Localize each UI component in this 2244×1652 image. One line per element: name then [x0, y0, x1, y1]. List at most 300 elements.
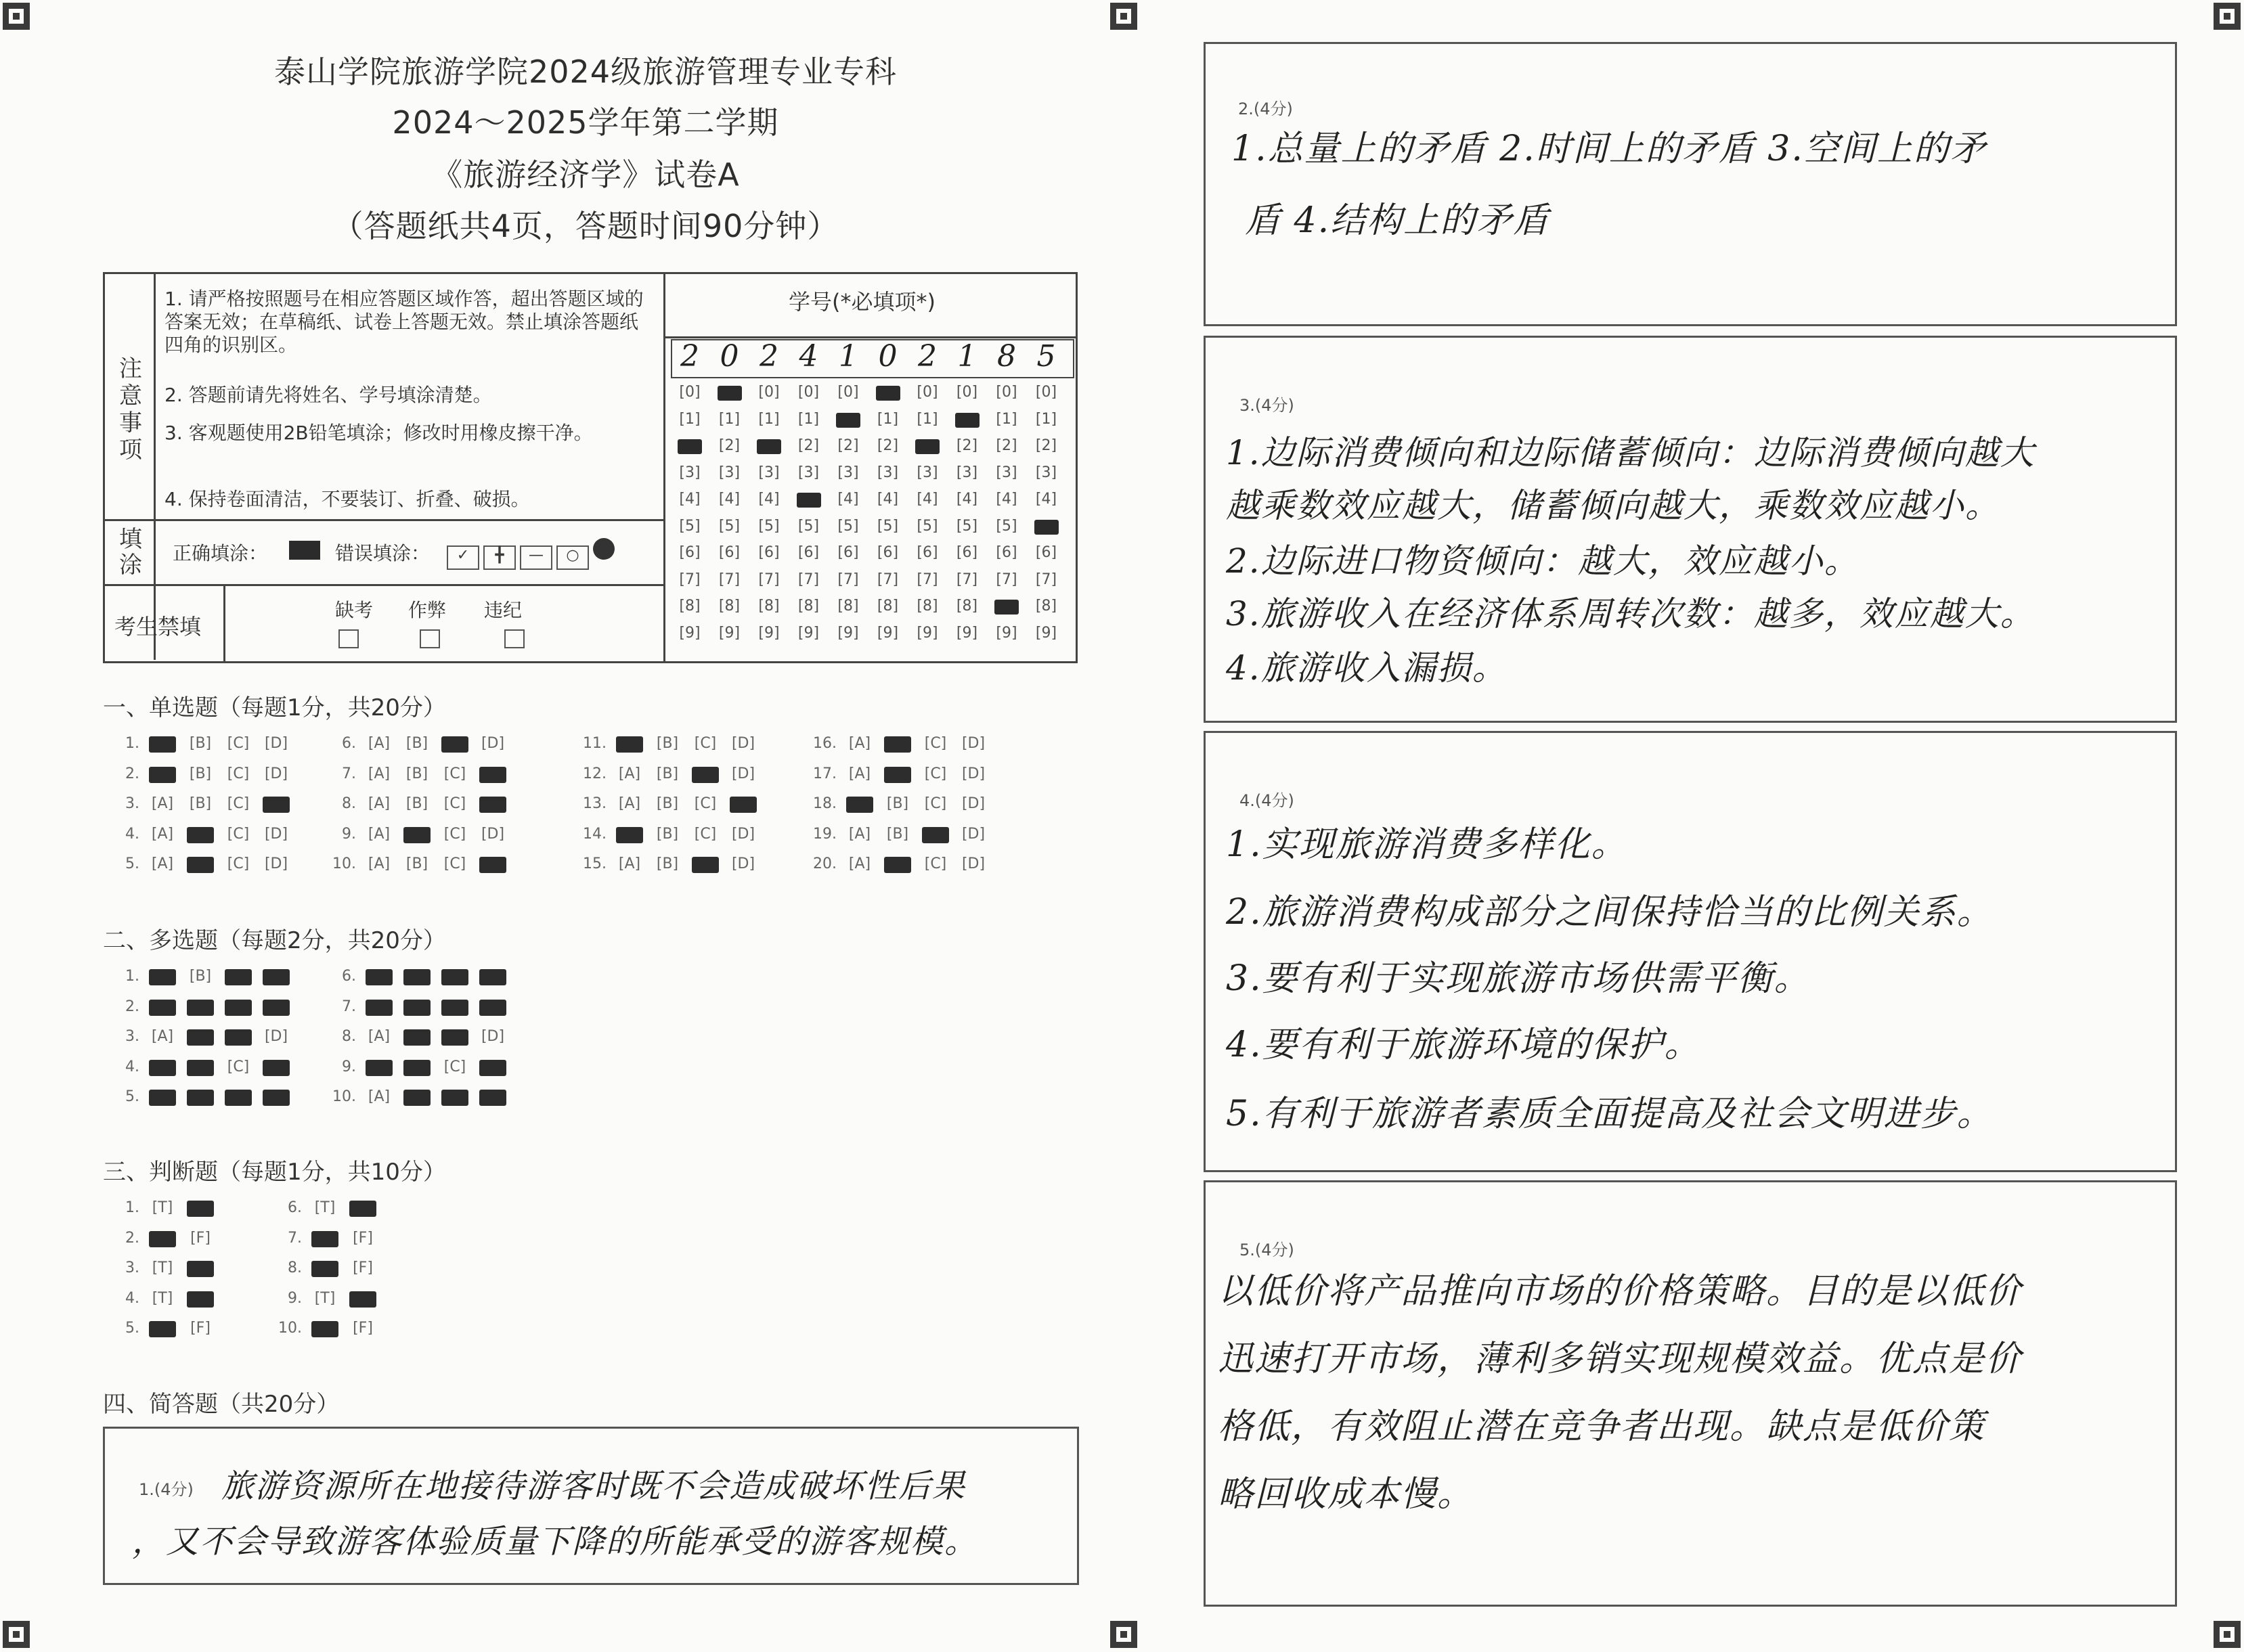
student-id-bubble[interactable]: [7] — [718, 571, 741, 588]
question-number: 8. — [342, 1028, 356, 1045]
notice-item-3: 3. 客观题使用2B铅笔填涂；修改时用橡皮擦干净。 — [164, 422, 593, 444]
answer-bubble[interactable] — [879, 735, 917, 752]
answer-bubble[interactable]: [C] — [443, 825, 466, 843]
student-id-bubble[interactable]: [8] — [797, 598, 820, 615]
student-id-bubble[interactable]: [0] — [996, 384, 1017, 401]
answer-bubble[interactable] — [344, 1290, 382, 1307]
question-number: 6. — [342, 735, 356, 752]
answer-bubble[interactable] — [474, 998, 512, 1015]
student-id-bubble[interactable]: [2] — [877, 437, 899, 454]
student-id-bubble[interactable]: [3] — [877, 464, 899, 481]
answer-bubble[interactable] — [474, 1058, 512, 1075]
answer-bubble[interactable]: [B] — [189, 735, 212, 752]
answer-bubble[interactable] — [144, 765, 181, 782]
answer-bubble[interactable]: [C] — [227, 855, 250, 872]
answer-bubble[interactable]: [D] — [481, 1028, 505, 1045]
answer-bubble[interactable] — [219, 1028, 257, 1045]
answer-bubble[interactable] — [306, 1320, 344, 1337]
answer-bubble[interactable] — [181, 1058, 219, 1075]
student-id-bubble[interactable]: [6] — [679, 544, 701, 561]
student-id-bubble[interactable]: [3] — [996, 464, 1017, 481]
student-id-bubble[interactable]: [2] — [718, 437, 741, 454]
student-id-bubble[interactable]: [0] — [1035, 384, 1057, 401]
question-number: 5. — [125, 1088, 139, 1105]
student-id-bubble[interactable] — [990, 598, 1023, 615]
answer-bubble[interactable] — [686, 855, 724, 872]
answer-box-q4[interactable] — [1204, 731, 2177, 1172]
student-id-bubble[interactable]: [8] — [758, 598, 780, 615]
student-id-bubble[interactable]: [6] — [758, 544, 780, 561]
student-id-bubble[interactable]: [1] — [877, 410, 899, 428]
student-id-bubble[interactable]: [3] — [718, 464, 741, 481]
answer-bubble[interactable] — [219, 998, 257, 1015]
answer-bubble[interactable]: [B] — [886, 825, 909, 843]
student-id-digit: 4 — [799, 339, 818, 374]
question-row — [806, 765, 992, 782]
question-row — [271, 1290, 382, 1307]
student-id-bubble[interactable]: [6] — [1035, 544, 1057, 561]
answer-bubble[interactable]: [B] — [405, 855, 428, 872]
answer-bubble[interactable] — [917, 826, 954, 843]
correct-fill-sample — [289, 541, 320, 560]
answer-bubble[interactable]: [C] — [443, 1058, 466, 1075]
notice-item-1: 1. 请严格按照题号在相应答题区域作答，超出答题区域的答案无效；在草稿纸、试卷上答题无效。禁止填涂答题纸四角的识别区。 — [164, 288, 644, 356]
student-id-bubble[interactable]: [9] — [1035, 624, 1057, 642]
question-row — [806, 826, 992, 843]
question-number: 1. — [125, 1199, 139, 1216]
student-id-bubble[interactable]: [4] — [758, 491, 780, 508]
cheat-checkbox[interactable] — [420, 629, 440, 648]
student-id-bubble[interactable]: [3] — [679, 464, 701, 481]
question-row — [108, 1199, 219, 1216]
student-id-bubble[interactable]: [0] — [837, 384, 859, 401]
question-row — [575, 795, 762, 812]
answer-bubble[interactable]: [A] — [368, 825, 391, 843]
student-id-digit: 2 — [918, 339, 937, 374]
answer-bubble[interactable]: [B] — [656, 825, 679, 843]
student-id-bubble[interactable]: [9] — [718, 624, 741, 642]
student-id-bubble[interactable]: [7] — [837, 571, 859, 588]
answer-bubble[interactable] — [257, 968, 295, 985]
student-id-bubble[interactable]: [9] — [956, 624, 978, 642]
answer-bubble[interactable] — [436, 998, 474, 1015]
student-id-bubble[interactable]: [2] — [1035, 437, 1057, 454]
student-id-bubble[interactable]: [0] — [956, 384, 978, 401]
student-id-bubble[interactable]: [7] — [797, 571, 820, 588]
answer-bubble[interactable] — [257, 998, 295, 1015]
student-id-bubble[interactable] — [793, 491, 825, 508]
answer-bubble[interactable]: [D] — [961, 825, 986, 843]
answer-bubble[interactable] — [181, 998, 219, 1015]
question-number: 5. — [125, 1320, 139, 1337]
student-id-bubble[interactable]: [4] — [837, 491, 859, 508]
student-id-bubble[interactable]: [8] — [718, 598, 741, 615]
student-id-bubble[interactable] — [713, 384, 746, 401]
answer-bubble[interactable] — [474, 795, 512, 812]
answer-bubble[interactable] — [181, 826, 219, 843]
student-id-bubble[interactable]: [4] — [917, 491, 938, 508]
q3-label: 3.(4分) — [1239, 396, 1294, 415]
answer-bubble[interactable]: [F] — [190, 1229, 211, 1247]
question-row — [325, 855, 512, 872]
answer-bubble[interactable]: [B] — [656, 735, 679, 752]
student-id-bubble[interactable] — [911, 437, 944, 454]
answer-bubble[interactable] — [686, 765, 724, 782]
student-id-bubble[interactable]: [6] — [956, 544, 978, 561]
student-id-bubble[interactable]: [1] — [679, 410, 701, 428]
answer-bubble[interactable]: [D] — [731, 765, 755, 782]
student-id-bubble[interactable]: [6] — [996, 544, 1017, 561]
answer-bubble[interactable] — [436, 735, 474, 752]
answer-bubble[interactable] — [474, 855, 512, 872]
question-number: 19. — [813, 825, 837, 843]
question-number: 16. — [813, 735, 837, 752]
answer-bubble[interactable]: [B] — [405, 795, 428, 812]
student-id-bubble[interactable]: [5] — [917, 517, 938, 535]
answer-bubble[interactable]: [D] — [731, 825, 755, 843]
answer-bubble[interactable] — [257, 1088, 295, 1105]
question-row — [325, 968, 512, 985]
student-id-bubble[interactable]: [8] — [837, 598, 859, 615]
answer-bubble[interactable]: [D] — [481, 825, 505, 843]
answer-bubble[interactable] — [398, 968, 436, 985]
student-id-bubble[interactable]: [7] — [917, 571, 938, 588]
answer-bubble[interactable] — [181, 1088, 219, 1105]
student-id-bubble[interactable]: [8] — [877, 598, 899, 615]
question-row — [108, 1259, 219, 1276]
section1-title: 一、单选题（每题1分，共20分） — [103, 694, 446, 721]
question-number: 12. — [583, 765, 607, 782]
answer-box-q5[interactable] — [1204, 1180, 2177, 1607]
answer-bubble[interactable]: [A] — [151, 825, 174, 843]
student-id-bubble[interactable]: [1] — [758, 410, 780, 428]
answer-bubble[interactable]: [A] — [368, 1028, 391, 1045]
answer-bubble[interactable] — [398, 1058, 436, 1075]
student-id-bubble[interactable]: [5] — [758, 517, 780, 535]
answer-bubble[interactable]: [B] — [886, 795, 909, 812]
student-id-bubble[interactable]: [6] — [877, 544, 899, 561]
answer-bubble[interactable] — [306, 1230, 344, 1247]
student-id-bubble[interactable]: [1] — [1035, 410, 1057, 428]
answer-bubble[interactable]: [C] — [227, 825, 250, 843]
answer-bubble[interactable]: [T] — [152, 1199, 173, 1216]
answer-bubble[interactable] — [144, 1058, 181, 1075]
student-id-digit: 5 — [1036, 339, 1056, 374]
answer-bubble[interactable]: [C] — [924, 855, 947, 872]
answer-bubble[interactable]: [A] — [618, 795, 641, 812]
answer-bubble[interactable]: [C] — [227, 795, 250, 812]
answer-bubble[interactable]: [A] — [151, 1028, 174, 1045]
answer-bubble[interactable]: [T] — [314, 1199, 336, 1216]
answer-bubble[interactable]: [C] — [227, 1058, 250, 1075]
q3-answer-line-5: 4.旅游收入漏损。 — [1226, 648, 1508, 688]
answer-bubble[interactable] — [724, 795, 762, 812]
q1-label: 1.(4分) — [139, 1480, 194, 1499]
answer-bubble[interactable]: [A] — [618, 855, 641, 872]
corner-mark-top-right — [2214, 3, 2241, 30]
answer-bubble[interactable]: [C] — [924, 765, 947, 782]
answer-bubble[interactable]: [B] — [189, 765, 212, 782]
exam-title-line4: （答题纸共4页，答题时间90分钟） — [332, 208, 839, 244]
answer-bubble[interactable] — [360, 1058, 398, 1075]
answer-bubble[interactable]: [A] — [151, 795, 174, 812]
answer-bubble[interactable]: [C] — [694, 825, 717, 843]
student-id-bubble[interactable]: [6] — [917, 544, 938, 561]
question-number: 3. — [125, 795, 139, 812]
student-id-bubble[interactable]: [9] — [996, 624, 1017, 642]
answer-bubble[interactable]: [D] — [731, 855, 755, 872]
q5-answer-line-2: 迅速打开市场，薄利多销实现规模效益。优点是价 — [1218, 1339, 2023, 1379]
student-id-bubble[interactable]: [7] — [679, 571, 701, 588]
student-id-bubble[interactable]: [2] — [797, 437, 820, 454]
question-row — [108, 1028, 295, 1045]
answer-bubble[interactable]: [A] — [848, 825, 871, 843]
student-id-bubble[interactable]: [1] — [718, 410, 741, 428]
student-id-bubble[interactable]: [1] — [797, 410, 820, 428]
corner-mark-top-left — [3, 3, 30, 30]
violation-checkbox[interactable] — [504, 629, 525, 648]
answer-bubble[interactable] — [611, 826, 648, 843]
answer-bubble[interactable] — [474, 1088, 512, 1105]
student-id-bubble[interactable]: [1] — [917, 410, 938, 428]
answer-bubble[interactable] — [474, 765, 512, 782]
absent-checkbox[interactable] — [338, 629, 359, 648]
answer-bubble[interactable]: [B] — [656, 855, 679, 872]
answer-bubble[interactable] — [879, 855, 917, 872]
answer-bubble[interactable]: [C] — [924, 795, 947, 812]
answer-bubble[interactable] — [181, 1259, 219, 1276]
answer-bubble[interactable] — [181, 1028, 219, 1045]
answer-bubble[interactable] — [219, 968, 257, 985]
student-id-bubble[interactable] — [832, 411, 864, 428]
answer-bubble[interactable]: [C] — [924, 735, 947, 752]
question-number: 4. — [125, 1058, 139, 1075]
answer-bubble[interactable]: [D] — [961, 735, 986, 752]
answer-bubble[interactable] — [841, 795, 879, 812]
student-id-bubble[interactable]: [0] — [679, 384, 701, 401]
answer-bubble[interactable]: [T] — [314, 1289, 336, 1307]
answer-bubble[interactable]: [B] — [405, 735, 428, 752]
student-id-bubble[interactable] — [753, 437, 785, 454]
answer-bubble[interactable] — [219, 1088, 257, 1105]
answer-bubble[interactable]: [B] — [189, 795, 212, 812]
answer-bubble[interactable] — [181, 1199, 219, 1216]
answer-bubble[interactable]: [C] — [227, 765, 250, 782]
student-id-bubble[interactable]: [9] — [877, 624, 899, 642]
student-id-bubble[interactable]: [9] — [758, 624, 780, 642]
student-id-bubble[interactable]: [1] — [996, 410, 1017, 428]
student-id-bubble[interactable]: [4] — [718, 491, 741, 508]
answer-bubble[interactable] — [474, 968, 512, 985]
answer-bubble[interactable]: [F] — [353, 1259, 373, 1276]
answer-bubble[interactable] — [398, 998, 436, 1015]
answer-bubble[interactable]: [A] — [618, 765, 641, 782]
student-id-bubble[interactable]: [9] — [837, 624, 859, 642]
answer-bubble[interactable]: [D] — [961, 795, 986, 812]
student-id-bubble[interactable] — [674, 437, 706, 454]
question-row — [575, 765, 762, 782]
answer-bubble[interactable]: [C] — [443, 855, 466, 872]
student-id-bubble[interactable]: [7] — [758, 571, 780, 588]
answer-bubble[interactable] — [398, 1028, 436, 1045]
answer-bubble[interactable] — [436, 1028, 474, 1045]
answer-bubble[interactable]: [F] — [353, 1320, 373, 1337]
answer-bubble[interactable]: [A] — [368, 1088, 391, 1105]
student-id-bubble[interactable]: [3] — [1035, 464, 1057, 481]
answer-bubble[interactable]: [T] — [152, 1259, 173, 1276]
student-id-bubble[interactable]: [7] — [996, 571, 1017, 588]
student-id-bubble[interactable]: [2] — [956, 437, 978, 454]
answer-bubble[interactable]: [C] — [443, 765, 466, 782]
answer-bubble[interactable]: [D] — [264, 765, 288, 782]
answer-bubble[interactable] — [257, 795, 295, 812]
student-id-bubble[interactable]: [9] — [797, 624, 820, 642]
answer-bubble[interactable]: [A] — [848, 855, 871, 872]
answer-bubble[interactable] — [344, 1199, 382, 1216]
answer-bubble[interactable] — [879, 765, 917, 782]
answer-bubble[interactable]: [A] — [848, 735, 871, 752]
q1-answer-line-2: ，又不会导致游客体验质量下降的所能承受的游客规模。 — [132, 1523, 979, 1561]
student-id-bubble[interactable]: [3] — [758, 464, 780, 481]
wrong-fill-label: 错误填涂： — [335, 542, 431, 564]
student-id-bubble[interactable]: [5] — [837, 517, 859, 535]
question-row — [108, 1088, 295, 1105]
answer-bubble[interactable] — [398, 826, 436, 843]
answer-bubble[interactable] — [257, 1058, 295, 1075]
section2-title: 二、多选题（每题2分，共20分） — [103, 927, 446, 954]
answer-bubble[interactable]: [A] — [368, 855, 391, 872]
student-id-bubble[interactable]: [5] — [956, 517, 978, 535]
answer-bubble[interactable] — [398, 1088, 436, 1105]
corner-mark-bottom-middle — [1110, 1621, 1137, 1648]
answer-bubble[interactable]: [A] — [368, 795, 391, 812]
answer-bubble[interactable] — [181, 855, 219, 872]
answer-bubble[interactable]: [D] — [961, 765, 986, 782]
student-id-bubble[interactable]: [3] — [797, 464, 820, 481]
answer-bubble[interactable]: [D] — [264, 735, 288, 752]
student-id-bubble[interactable] — [951, 411, 984, 428]
question-row — [108, 1230, 219, 1247]
student-id-bubble[interactable]: [8] — [917, 598, 938, 615]
student-id-bubble[interactable]: [0] — [917, 384, 938, 401]
student-id-bubble[interactable]: [4] — [956, 491, 978, 508]
question-number: 6. — [342, 968, 356, 985]
answer-bubble[interactable] — [144, 1230, 181, 1247]
answer-bubble[interactable] — [144, 968, 181, 985]
answer-bubble[interactable]: [D] — [264, 1028, 288, 1045]
student-id-bubble[interactable]: [5] — [877, 517, 899, 535]
student-id-bubble[interactable]: [8] — [1035, 598, 1057, 615]
answer-box-q1[interactable] — [103, 1427, 1079, 1585]
answer-bubble[interactable]: [B] — [656, 765, 679, 782]
answer-bubble[interactable] — [144, 1088, 181, 1105]
answer-bubble[interactable]: [D] — [961, 855, 986, 872]
student-id-bubble[interactable]: [6] — [718, 544, 741, 561]
question-row — [325, 826, 512, 843]
answer-bubble[interactable] — [306, 1259, 344, 1276]
student-id-bubble[interactable]: [7] — [1035, 571, 1057, 588]
answer-bubble[interactable] — [144, 735, 181, 752]
student-id-bubble[interactable]: [7] — [956, 571, 978, 588]
answer-bubble[interactable]: [D] — [264, 855, 288, 872]
student-id-bubble[interactable]: [4] — [1035, 491, 1057, 508]
answer-bubble[interactable]: [T] — [152, 1289, 173, 1307]
answer-bubble[interactable]: [D] — [481, 735, 505, 752]
student-id-bubble[interactable]: [5] — [718, 517, 741, 535]
answer-bubble[interactable] — [360, 998, 398, 1015]
student-id-bubble[interactable]: [6] — [797, 544, 820, 561]
answer-bubble[interactable]: [F] — [353, 1229, 373, 1247]
answer-bubble[interactable]: [C] — [694, 735, 717, 752]
question-number: 10. — [278, 1320, 302, 1337]
answer-bubble[interactable]: [F] — [190, 1320, 211, 1337]
question-number: 2. — [125, 1229, 139, 1247]
student-id-bubble[interactable]: [9] — [917, 624, 938, 642]
q1-answer-line-1: 旅游资源所在地接待游客时既不会造成破坏性后果 — [221, 1467, 967, 1505]
answer-bubble[interactable]: [C] — [694, 795, 717, 812]
violation-label: 违纪 — [484, 599, 523, 621]
student-id-bubble[interactable]: [6] — [837, 544, 859, 561]
student-id-bubble[interactable]: [2] — [996, 437, 1017, 454]
student-id-bubble[interactable]: [5] — [996, 517, 1017, 535]
student-id-bubble[interactable]: [3] — [956, 464, 978, 481]
answer-bubble[interactable] — [144, 1320, 181, 1337]
answer-bubble[interactable]: [B] — [189, 968, 212, 985]
student-id-bubble[interactable]: [3] — [917, 464, 938, 481]
answer-box-q2[interactable] — [1204, 42, 2177, 326]
answer-bubble[interactable]: [D] — [731, 735, 755, 752]
answer-bubble[interactable]: [B] — [656, 795, 679, 812]
student-id-bubble[interactable]: [2] — [837, 437, 859, 454]
student-id-bubble[interactable]: [8] — [956, 598, 978, 615]
student-id-bubble[interactable]: [5] — [797, 517, 820, 535]
student-id-bubble[interactable]: [4] — [679, 491, 701, 508]
answer-bubble[interactable] — [181, 1290, 219, 1307]
student-id-bubble[interactable]: [8] — [679, 598, 701, 615]
answer-bubble[interactable]: [A] — [151, 855, 174, 872]
answer-bubble[interactable] — [144, 998, 181, 1015]
exam-title-line1: 泰山学院旅游学院2024级旅游管理专业专科 — [273, 53, 898, 90]
student-id-bubble[interactable]: [3] — [837, 464, 859, 481]
student-id-bubble[interactable]: [4] — [877, 491, 899, 508]
answer-box-q3[interactable] — [1204, 336, 2177, 723]
answer-bubble[interactable]: [B] — [405, 765, 428, 782]
student-id-bubble[interactable]: [0] — [797, 384, 820, 401]
answer-bubble[interactable]: [C] — [227, 735, 250, 752]
student-id-bubble[interactable] — [872, 384, 904, 401]
question-row — [325, 1058, 512, 1075]
answer-bubble[interactable]: [A] — [368, 765, 391, 782]
student-id-bubble[interactable]: [7] — [877, 571, 899, 588]
answer-bubble[interactable]: [A] — [848, 765, 871, 782]
question-number: 2. — [125, 998, 139, 1015]
answer-bubble[interactable] — [436, 1088, 474, 1105]
answer-bubble[interactable] — [436, 968, 474, 985]
answer-bubble[interactable]: [A] — [368, 735, 391, 752]
student-id-bubble[interactable]: [9] — [679, 624, 701, 642]
student-id-bubble[interactable]: [0] — [758, 384, 780, 401]
answer-bubble[interactable] — [611, 735, 648, 752]
answer-bubble[interactable]: [C] — [443, 795, 466, 812]
student-id-bubble[interactable]: [5] — [679, 517, 701, 535]
question-row — [108, 735, 295, 752]
question-row — [271, 1199, 382, 1216]
student-id-bubble[interactable] — [1030, 518, 1063, 535]
q5-answer-line-4: 略回收成本慢。 — [1218, 1474, 1474, 1515]
answer-bubble[interactable]: [D] — [264, 825, 288, 843]
answer-bubble[interactable] — [360, 968, 398, 985]
student-id-bubble[interactable]: [4] — [996, 491, 1017, 508]
